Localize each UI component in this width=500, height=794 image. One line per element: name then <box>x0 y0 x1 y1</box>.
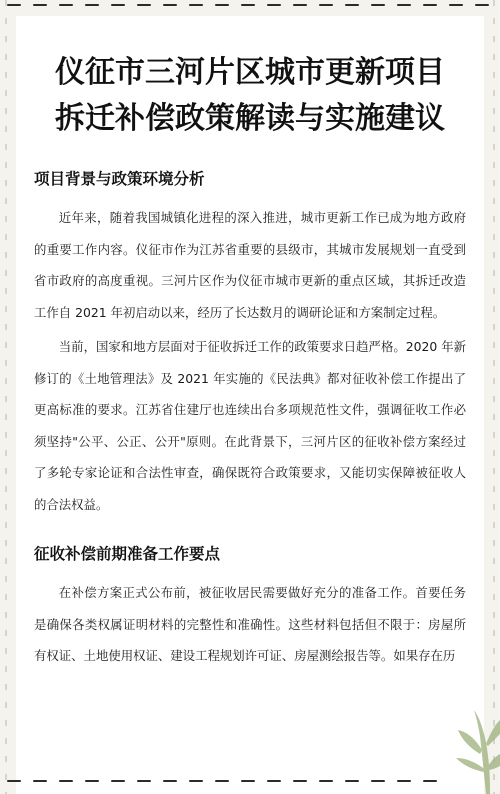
right-border-decoration <box>493 0 495 794</box>
section-heading-background: 项目背景与政策环境分析 <box>34 170 205 188</box>
top-dashed-border <box>0 2 500 12</box>
title-line-1: 仪征市三河片区城市更新项目 <box>55 55 445 90</box>
bottom-dashed-border <box>0 776 500 786</box>
title-line-2: 拆迁补偿政策解读与实施建议 <box>55 101 445 136</box>
document-title <box>16 50 484 142</box>
document-paper <box>16 16 484 794</box>
paragraph-background-1: 近年来，随着我国城镇化进程的深入推进，城市更新工作已成为地方政府的重要工作内容。仪征市作为江苏省重要的县级市，其城市发展规划一直受到省市政府的高度重视。三河片区作为仪征市城市更新的重点区域，其拆迁改造工作自 2021 年初启动以来，经历了长达数月的调研论证和方案制定过程。 <box>34 210 466 320</box>
document-body <box>34 168 466 675</box>
paragraph-background-2: 当前，国家和地方层面对于征收拆迁工作的政策要求日趋严格。2020 年新修订的《土地管理法》及 2021 年实施的《民法典》都对征收补偿工作提出了更高标准的要求。江苏省住建厅也连续出台多项规范性文件，强调征收工作必须坚持"公平、公正、公开"原则。在此背景下，三河片区的征收补偿方案经过了多轮专家论证和合法性审查，确保既符合政策要求，又能切实保障被征收人的合法权益。 <box>34 339 466 512</box>
plant-leaves-icon <box>440 684 500 794</box>
section-gap <box>34 523 466 543</box>
section-heading-preparation: 征收补偿前期准备工作要点 <box>34 545 221 563</box>
left-border-decoration <box>5 0 7 794</box>
paragraph-preparation-1: 在补偿方案正式公布前，被征收居民需要做好充分的准备工作。首要任务是确保各类权属证明材料的完整性和准确性。这些材料包括但不限于：房屋所有权证、土地使用权证、建设工程规划许可证、房屋测绘报告等。如果存在历 <box>34 585 466 663</box>
